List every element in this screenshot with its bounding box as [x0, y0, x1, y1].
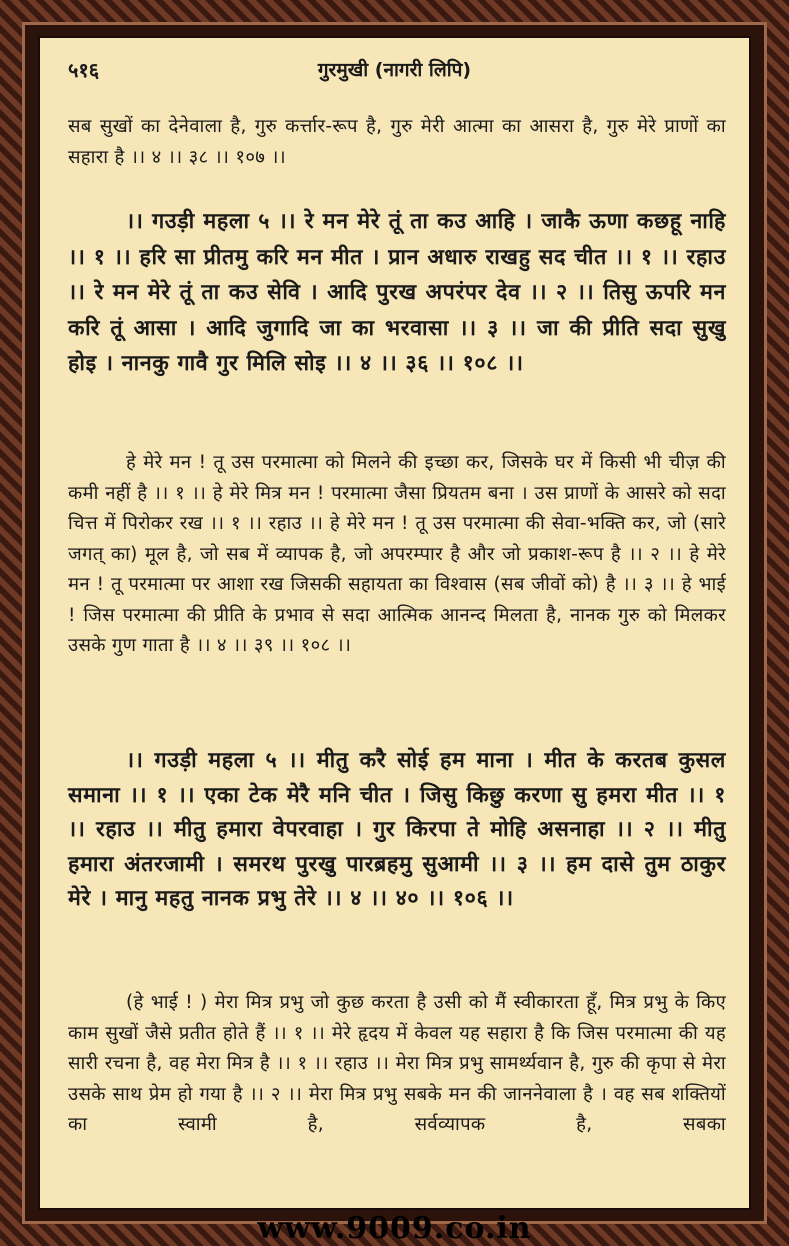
verse-gauri-mahla-5-second: ।। गउड़ी महला ५ ।। मीतु करै सोई हम माना । मीत के करतब कुसल समाना ।। १ ।। एका टेक मेरै मनि चीत । जिसु किछु करणा सु हमरा मीत ।। १ ।। रहाउ ।। मीतु हमारा वेपरवाहा । गुर किरपा ते मोहि असनाहा ।। २ ।। मीतु हमारा अंतरजामी । समरथ पुरखु पारब्रहमु सुआमी ।। ३ ।। हम दासे तुम ठाकुर मेरे । मानु महतु नानक प्रभु तेरे ।। ४ ।। ४० ।। १०६ ।।	[68, 748, 726, 911]
page-footer	[0, 1212, 789, 1246]
verse-gauri-mahla-5-first: ।। गउड़ी महला ५ ।। रे मन मेरे तूं ता कउ आहि । जाकै ऊणा कछहू नाहि ।। १ ।। हरि सा प्रीतमु करि मन मीत । प्रान अधारु राखहु सद चीत ।। १ ।। रहाउ ।। रे मन मेरे तूं ता कउ सेवि । आदि पुरख अपरंपर देव ।। २ ।। तिसु ऊपरि मन करि तूं आसा । आदि जुगादि जा का भरवासा ।। ३ ।। जा की प्रीति सदा सुखु होइ । नानकु गावै गुर मिलि सोइ ।। ४ ।। ३६ ।। १०८ ।।	[68, 209, 726, 376]
commentary-first: हे मेरे मन ! तू उस परमात्मा को मिलने की इच्छा कर, जिसके घर में किसी भी चीज़ की कमी नहीं है ।। १ ।। हे मेरे मित्र मन ! परमात्मा जैसा प्रियतम बना । उस प्राणों के आसरे को सदा चित्त में पिरोकर रख ।। १ ।। रहाउ ।। हे मेरे मन ! तू उस परमात्मा की सेवा-भक्ति कर, जो (सारे जगत् का) मूल है, जो सब में व्यापक है, जो अपरम्पार है और जो प्रकाश-रूप है ।। २ ।। हे मेरे मन ! तू परमात्मा पर आशा रख जिसकी सहायता का विश्वास (सब जीवों को) है ।। ३ ।। हे भाई ! जिस परमात्मा की प्रीति के प्रभाव से सदा आत्मिक आनन्द मिलता है, नानक गुरु को मिलकर उसके गुण गाता है ।। ४ ।। ३९ ।। १०८ ।।	[68, 452, 726, 656]
scripture-page	[38, 36, 751, 1210]
page-number: ५१६	[68, 58, 100, 82]
page-header	[40, 56, 749, 86]
website-url: www.9009.co.in	[257, 1211, 532, 1246]
intro-commentary: सब सुखों का देनेवाला है, गुरु कर्त्तार-रूप है, गुरु मेरी आत्मा का आसरा है, गुरु मेरे प्राणों का सहारा है ।। ४ ।। ३८ ।। १०७ ।।	[68, 116, 726, 168]
commentary-second: (हे भाई ! ) मेरा मित्र प्रभु जो कुछ करता है उसी को मैं स्वीकारता हूँ, मित्र प्रभु के किए काम सुखों जैसे प्रतीत होते हैं ।। १ ।। मेरे हृदय में केवल यह सहारा है कि जिस परमात्मा की यह सारी रचना है, वह मेरा मित्र है ।। १ ।। रहाउ ।। मेरा मित्र प्रभु सामर्थ्यवान है, गुरु की कृपा से मेरा उसके साथ प्रेम हो गया है ।। २ ।। मेरा मित्र प्रभु सबके मन की जाननेवाला है । वह सब शक्तियों का स्वामी है, सर्वव्यापक है, सबका	[68, 992, 726, 1135]
running-title: गुरमुखी (नागरी लिपि)	[317, 59, 472, 81]
